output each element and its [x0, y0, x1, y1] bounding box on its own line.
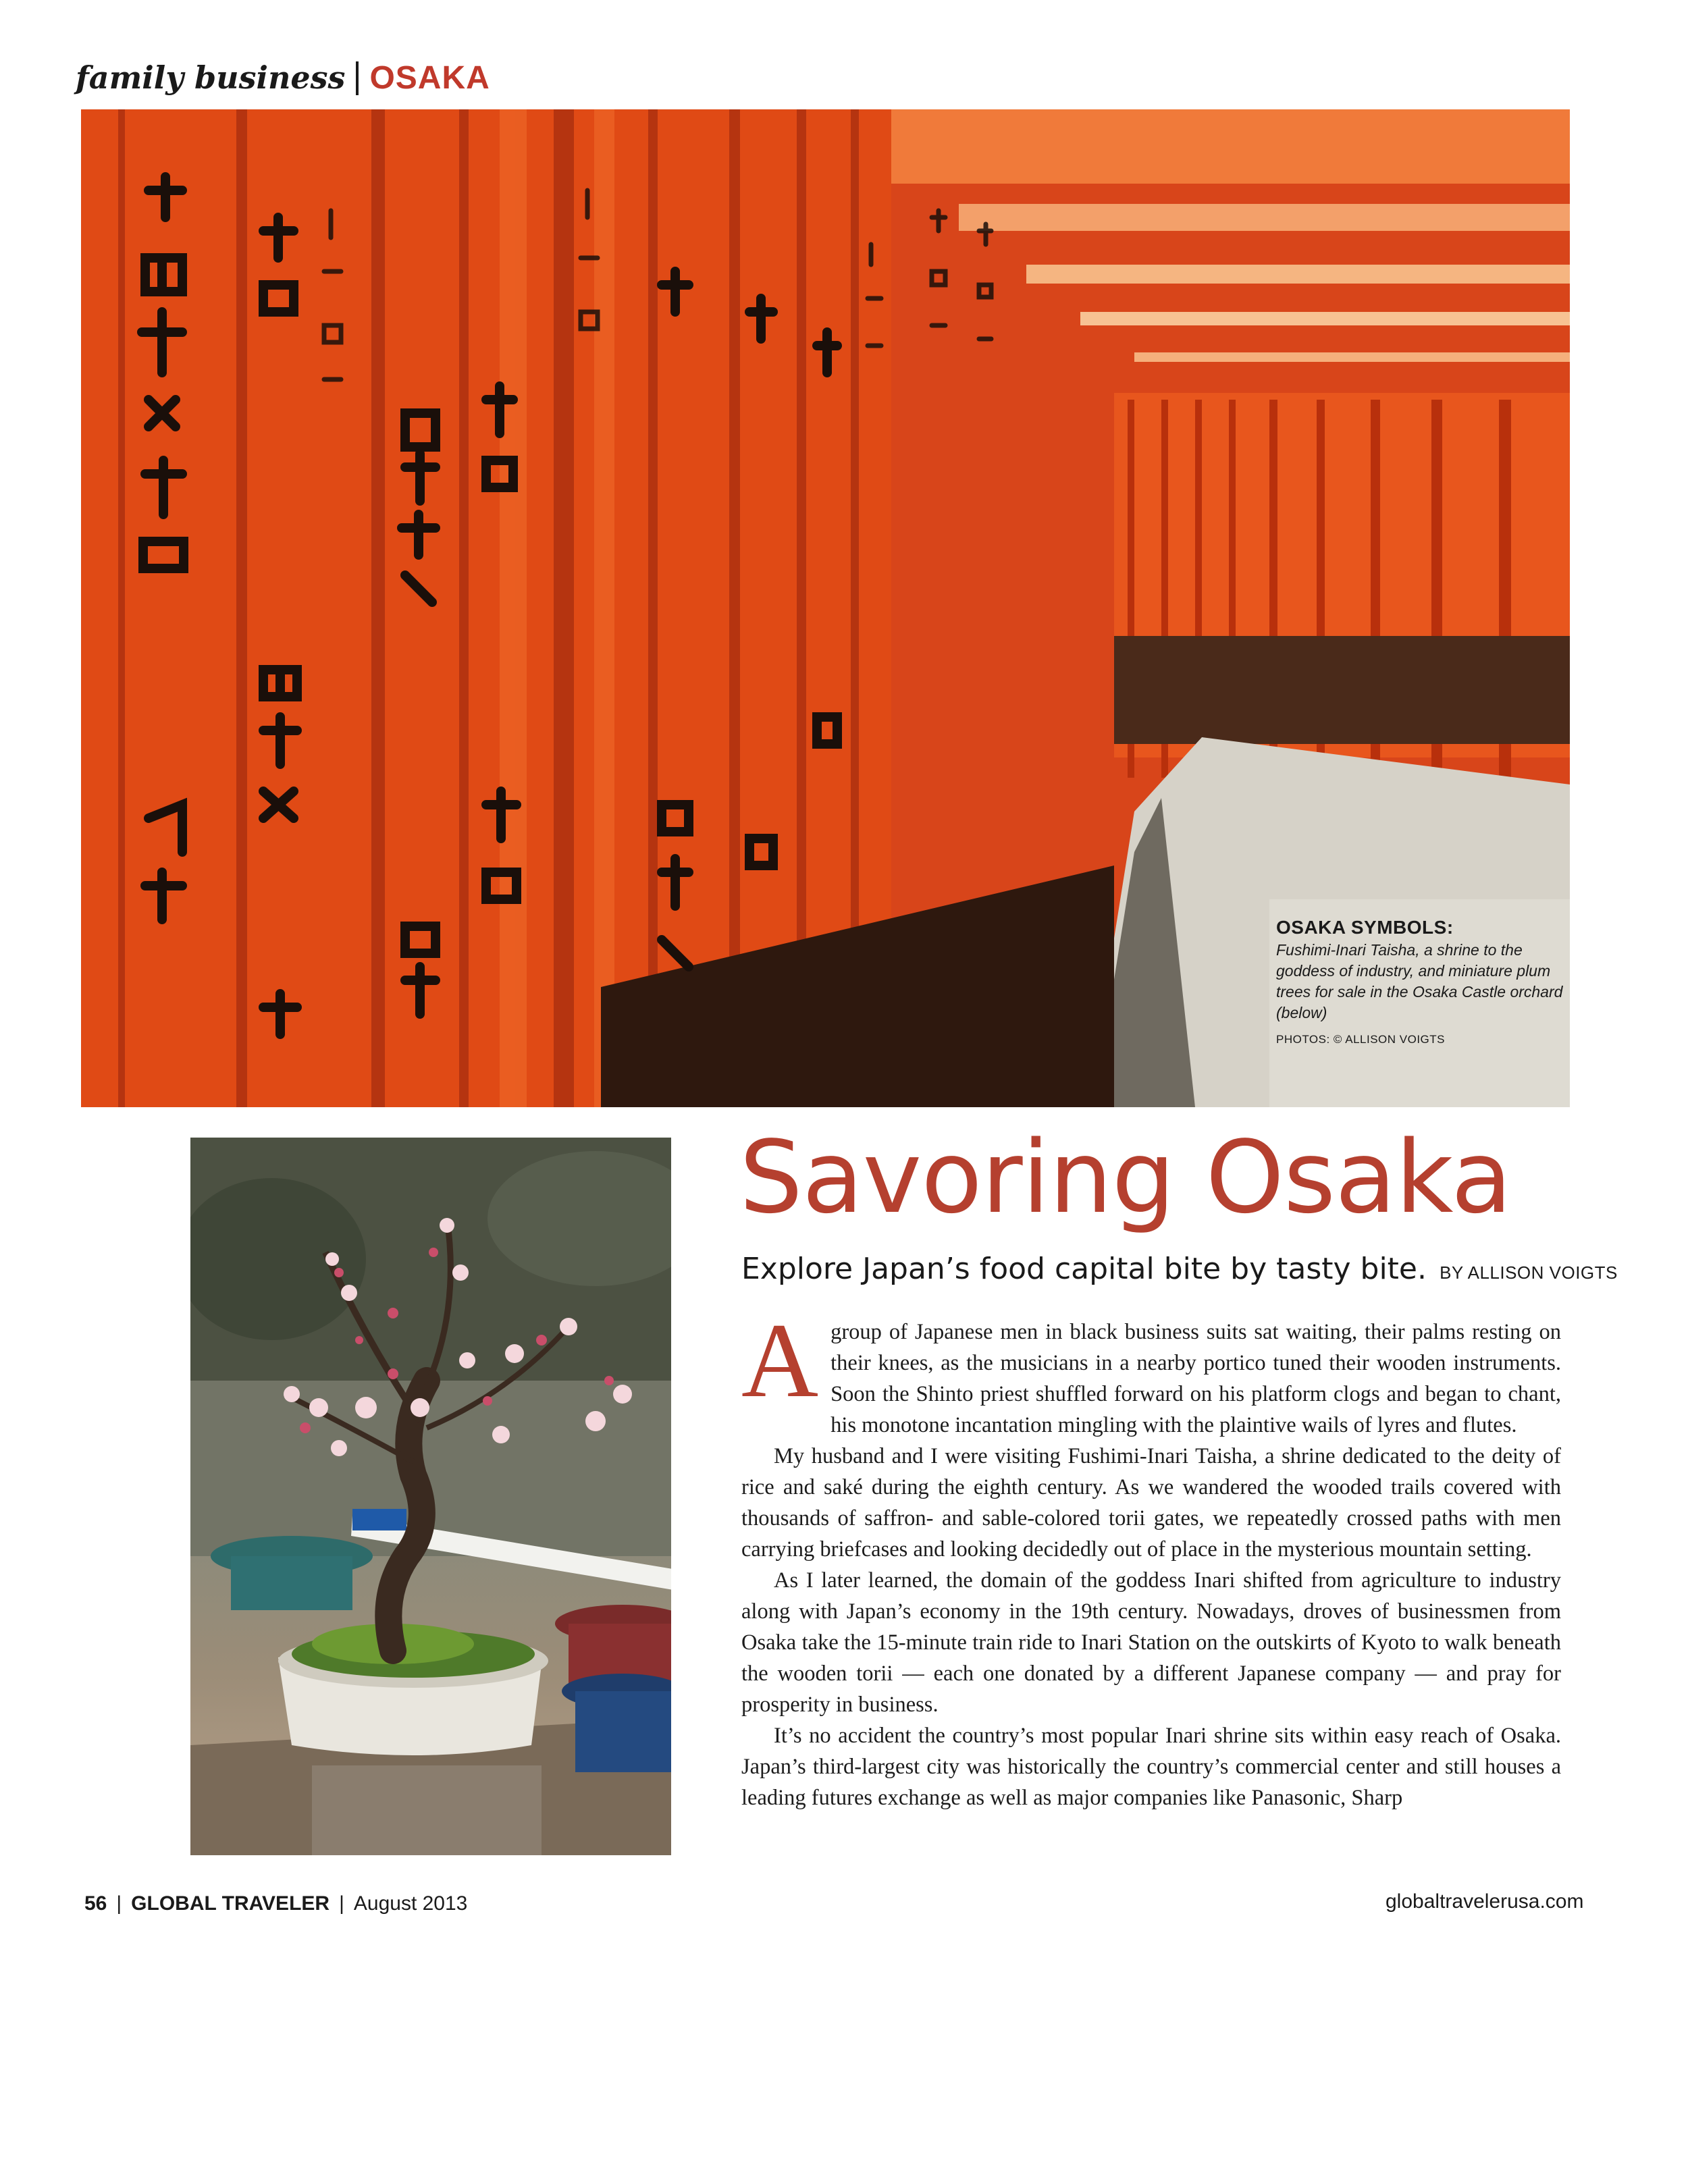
paragraph: As I later learned, the domain of the goddess Inari shifted from agriculture to industry along with Japan’s economy in the 19th century. Nowadays, droves of businessmen from Osaka take the 15-minute train ride to Inari Station on the outskirts of Kyoto to walk beneath the wooden torii — each one donated by a different Japanese company — and pray for prosperity in business.: [741, 1568, 1561, 1717]
photo-credit: PHOTOS: © ALLISON VOIGTS: [1276, 1033, 1445, 1046]
bonsai-plum-photo: [190, 1138, 671, 1855]
paragraph: It’s no accident the country’s most popular Inari shrine sits within easy reach of Osaka. Japan’s third-largest city was historically the country’s commercial center and still houses a leading futures exchange as well as major companies like Panasonic, Sharp: [741, 1724, 1561, 1810]
caption-text: Fushimi-Inari Taisha, a shrine to the goddess of industry, and miniature plum trees for sale in the Osaka Castle orchard (below): [1276, 941, 1563, 1021]
page-footer: [84, 1892, 467, 1915]
article-body: [741, 1302, 1561, 1813]
paragraph: My husband and I were visiting Fushimi-Inari Taisha, a shrine dedicated to the deity of rice and saké during the eighth century. As we wandered the wooded trails covered with thousands of saffron- and sable-colored torii gates, we repeatedly crossed paths with men carrying briefcases and looking decidedly out of place in the mysterious mountain setting.: [741, 1444, 1561, 1562]
bonsai-illustration: [190, 1138, 671, 1855]
website-url: globaltravelerusa.com: [1386, 1890, 1584, 1913]
section-divider: [356, 61, 359, 95]
section-label: family business: [76, 59, 346, 96]
footer-divider: |: [116, 1892, 122, 1915]
magazine-name: GLOBAL TRAVELER: [131, 1892, 330, 1915]
paragraph: group of Japanese men in black business suits sat waiting, their palms resting on their knees, as the musicians in a nearby portico tuned their wooden instruments. Soon the Shinto priest shuffled forward on his platform clogs and began to chant, his monotone incantation mingling with the plaintive wails of lyres and flutes.: [830, 1320, 1561, 1437]
headline: Savoring Osaka: [739, 1119, 1512, 1235]
subhead: Explore Japan’s food capital bite by tasty bite.: [741, 1252, 1427, 1286]
byline: BY ALLISON VOIGTS: [1440, 1262, 1618, 1283]
caption-title: OSAKA SYMBOLS:: [1276, 917, 1454, 938]
footer-divider: |: [339, 1892, 344, 1915]
section-city: OSAKA: [369, 60, 490, 96]
drop-cap: A: [741, 1302, 819, 1420]
photo-caption: [1276, 917, 1566, 1046]
page-number: 56: [84, 1892, 107, 1915]
issue-date: August 2013: [353, 1892, 468, 1915]
subhead-row: [741, 1252, 1618, 1286]
section-header: [76, 59, 490, 97]
